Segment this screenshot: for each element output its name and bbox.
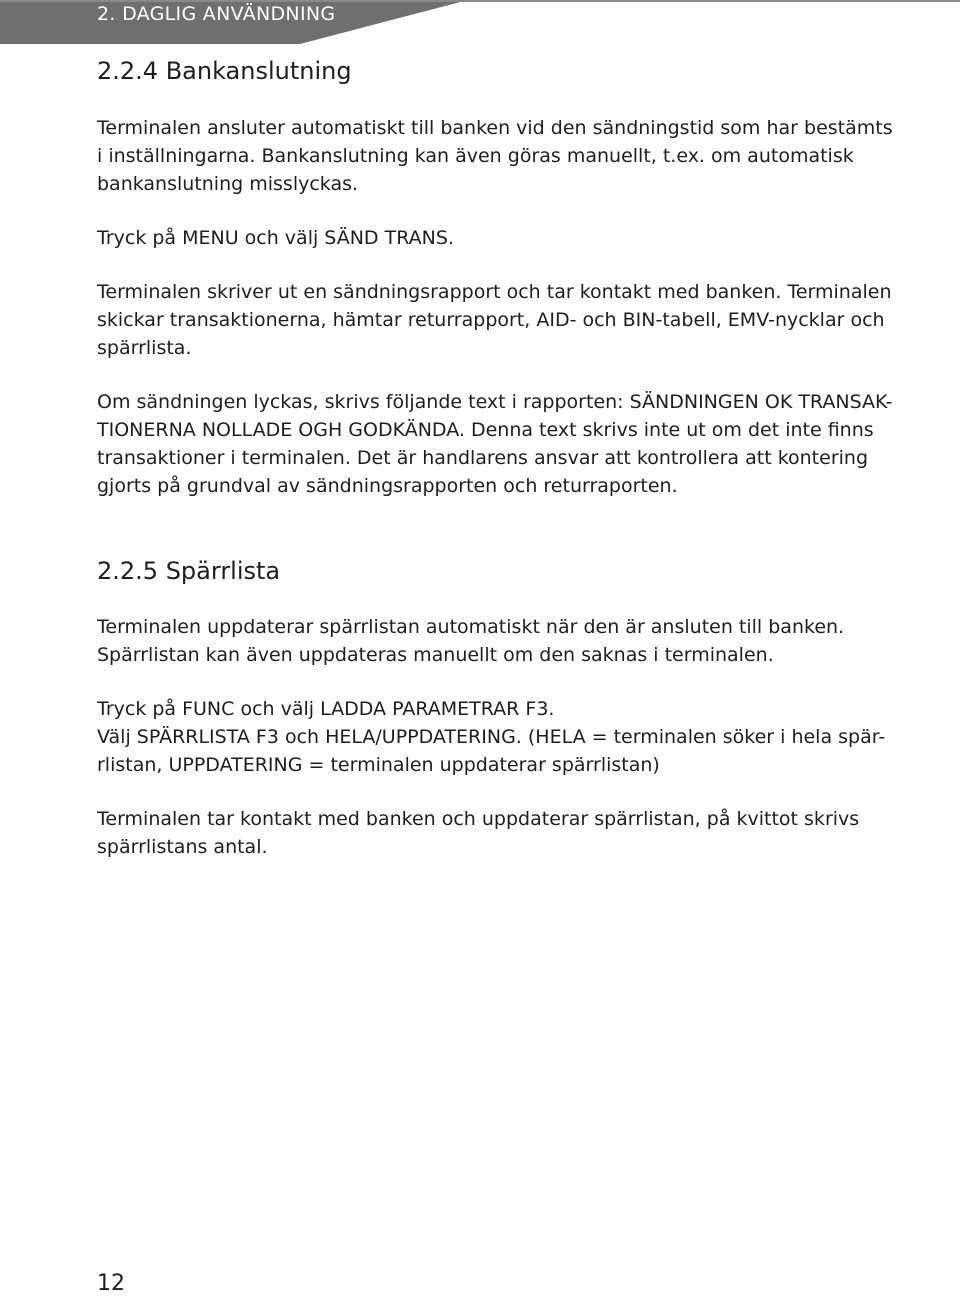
paragraph-sandningsrapport: Terminalen skriver ut en sändningsrapport och tar kontakt med banken. Terminalen skickar transaktionerna, hämtar returrapport, AID- och BIN-tabell, EMV-nycklar och spärrlista. [97,281,892,359]
paragraph-bankanslutning-intro: Terminalen ansluter automatiskt till banken vid den sändningstid som har bestämts i inställningarna. Bankanslutning kan även göras manuellt, t.ex. om automatisk bankanslutning misslyckas. [97,117,893,195]
paragraph-sparrlista-intro: Terminalen uppdaterar spärrlistan automatiskt när den är ansluten till banken. Spärrlistan kan även uppdateras manuellt om den saknas i terminalen. [97,616,845,666]
section-heading-sparrlista: 2.2.5 Spärrlista [97,557,281,585]
paragraph-sparrlista-kvitto: Terminalen tar kontakt med banken och uppdaterar spärrlistan, på kvittot skrivs spärrlistans antal. [97,808,860,858]
chapter-title: 2. DAGLIG ANVÄNDNING [97,3,336,25]
section-heading-bankanslutning: 2.2.4 Bankanslutning [97,57,352,85]
paragraph-sandning-lyckas: Om sändningen lyckas, skrivs följande text i rapporten: SÄNDNINGEN OK TRANSAK- TIONERNA NOLLADE OGH GODKÄNDA. Denna text skrivs inte ut om det inte finns transaktioner i terminalen. Det är handlarens ansvar att kontrollera att kontering gjorts på grundval av sändningsrapporten och returraporten. [97,391,893,497]
chapter-header-band [0,0,960,44]
paragraph-func-instruction: Tryck på FUNC och välj LADDA PARAMETRAR F3. Välj SPÄRRLISTA F3 och HELA/UPPDATERING. (HELA = terminalen söker i hela spär- rlistan, UPPDATERING = terminalen uppdaterar spärrlistan) [97,698,886,776]
page-number: 12 [97,1271,125,1296]
paragraph-menu-instruction: Tryck på MENU och välj SÄND TRANS. [97,227,454,249]
